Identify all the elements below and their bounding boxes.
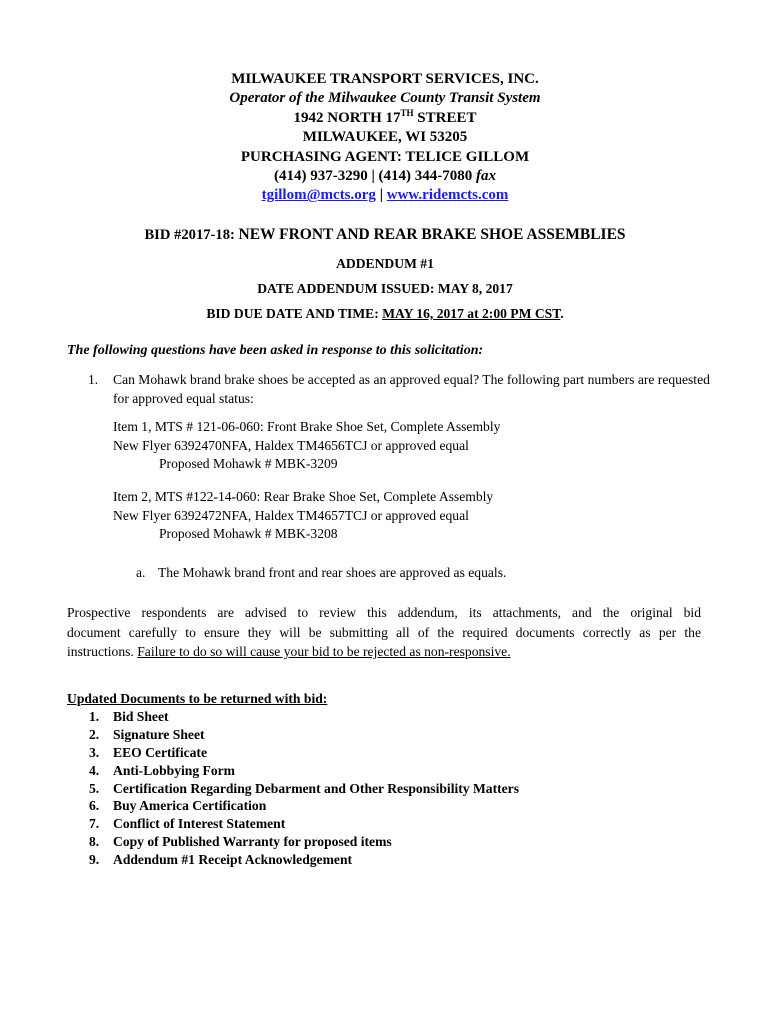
list-item-label: Copy of Published Warranty for proposed items bbox=[113, 834, 392, 850]
item-1-equivalents: New Flyer 6392470NFA, Haldex TM4656TCJ or approved equal bbox=[113, 437, 469, 453]
bid-due-date bbox=[0, 306, 770, 322]
advisory-line-1: Prospective respondents are advised to review this addendum, its attachments, and the original bid bbox=[67, 605, 701, 620]
documents-list bbox=[67, 708, 519, 869]
list-item bbox=[67, 762, 519, 780]
list-item-label: Anti-Lobbying Form bbox=[113, 762, 235, 778]
list-item-number: 3. bbox=[89, 744, 100, 760]
item-2-description: Item 2, MTS #122-14-060: Rear Brake Shoe Set, Complete Assembly bbox=[113, 489, 494, 504]
email-link[interactable]: tgillom@mcts.org bbox=[261, 187, 376, 204]
documents-heading: Updated Documents to be returned with bid: bbox=[67, 691, 328, 706]
item-1-proposed: Proposed Mohawk # MBK-3209 bbox=[159, 456, 338, 471]
list-item bbox=[67, 797, 519, 815]
street-address-suffix: TH bbox=[400, 107, 414, 118]
street-address-street: STREET bbox=[413, 109, 477, 126]
item-1-block bbox=[113, 418, 500, 474]
addendum-number: ADDENDUM #1 bbox=[336, 256, 434, 271]
company-name: MILWAUKEE TRANSPORT SERVICES, INC. bbox=[231, 71, 539, 87]
letterhead bbox=[0, 70, 770, 206]
list-item-number: 5. bbox=[89, 780, 100, 796]
list-item bbox=[67, 851, 519, 869]
purchasing-agent: PURCHASING AGENT: TELICE GILLOM bbox=[240, 148, 530, 165]
street-address bbox=[0, 109, 770, 128]
bid-title bbox=[0, 226, 770, 244]
rejection-warning: Failure to do so will cause your bid to be rejected as non-responsive. bbox=[137, 644, 511, 659]
addendum-issued-date: DATE ADDENDUM ISSUED: MAY 8, 2017 bbox=[257, 281, 513, 296]
list-item-label: Buy America Certification bbox=[113, 798, 267, 814]
list-item-number: 6. bbox=[89, 798, 100, 814]
fax-label: fax bbox=[476, 168, 497, 185]
website-link[interactable]: www.ridemcts.com bbox=[386, 187, 509, 204]
bid-due-value: MAY 16, 2017 at 2:00 PM CST bbox=[382, 306, 561, 321]
answer-marker: a. bbox=[136, 565, 146, 580]
street-address-main: 1942 NORTH 17 bbox=[293, 109, 401, 126]
operator-line: Operator of the Milwaukee County Transit System bbox=[229, 90, 541, 107]
bid-due-label: BID DUE DATE AND TIME: bbox=[206, 306, 383, 321]
list-item bbox=[67, 780, 519, 798]
questions-intro: The following questions have been asked in response to this solicitation: bbox=[67, 343, 484, 358]
list-item bbox=[67, 744, 519, 762]
item-2-block bbox=[113, 488, 493, 544]
answer-text: The Mohawk brand front and rear shoes are approved as equals. bbox=[158, 565, 507, 580]
list-item-label: Signature Sheet bbox=[113, 726, 205, 742]
list-item-label: Bid Sheet bbox=[113, 708, 169, 724]
answer-a bbox=[136, 565, 506, 581]
list-item-number: 9. bbox=[89, 852, 100, 868]
advisory-line-2: document carefully to ensure they will be submitting all of the required documents correctly as per the bbox=[67, 624, 701, 640]
advisory-paragraph bbox=[67, 603, 701, 662]
item-1-description: Item 1, MTS # 121-06-060: Front Brake Shoe Set, Complete Assembly bbox=[113, 419, 501, 434]
list-item bbox=[67, 833, 519, 851]
list-item-label: Certification Regarding Debarment and Other Responsibility Matters bbox=[113, 780, 520, 796]
contact-links bbox=[0, 186, 770, 205]
phone-line bbox=[0, 167, 770, 186]
list-item-number: 8. bbox=[89, 834, 100, 850]
list-item-label: EEO Certificate bbox=[113, 744, 207, 760]
question-number: 1. bbox=[88, 372, 99, 387]
list-item-number: 2. bbox=[89, 726, 100, 742]
bid-due-end: . bbox=[560, 306, 564, 321]
phone-numbers: (414) 937-3290 | (414) 344-7080 bbox=[273, 168, 477, 185]
required-documents bbox=[67, 690, 519, 869]
advisory-line-3 bbox=[67, 642, 701, 662]
bid-title-text: NEW FRONT AND REAR BRAKE SHOE ASSEMBLIES bbox=[238, 226, 626, 243]
list-item bbox=[67, 708, 519, 726]
item-2-proposed: Proposed Mohawk # MBK-3208 bbox=[159, 526, 338, 541]
city-line: MILWAUKEE, WI 53205 bbox=[302, 129, 468, 146]
list-item-number: 1. bbox=[89, 708, 100, 724]
list-item-number: 7. bbox=[89, 816, 100, 832]
question-text: Can Mohawk brand brake shoes be accepted as an approved equal? The following part numbers are requested for approved equal status: bbox=[113, 372, 710, 406]
advisory-line-3-start: instructions. bbox=[67, 644, 138, 659]
list-item-number: 4. bbox=[89, 762, 100, 778]
list-item bbox=[67, 726, 519, 744]
contact-separator: | bbox=[375, 187, 387, 204]
item-2-equivalents: New Flyer 6392472NFA, Haldex TM4657TCJ or approved equal bbox=[113, 507, 469, 523]
bid-number: BID #2017-18: bbox=[144, 227, 239, 243]
list-item bbox=[67, 815, 519, 833]
list-item-label: Addendum #1 Receipt Acknowledgement bbox=[113, 852, 353, 868]
list-item-label: Conflict of Interest Statement bbox=[113, 816, 286, 832]
